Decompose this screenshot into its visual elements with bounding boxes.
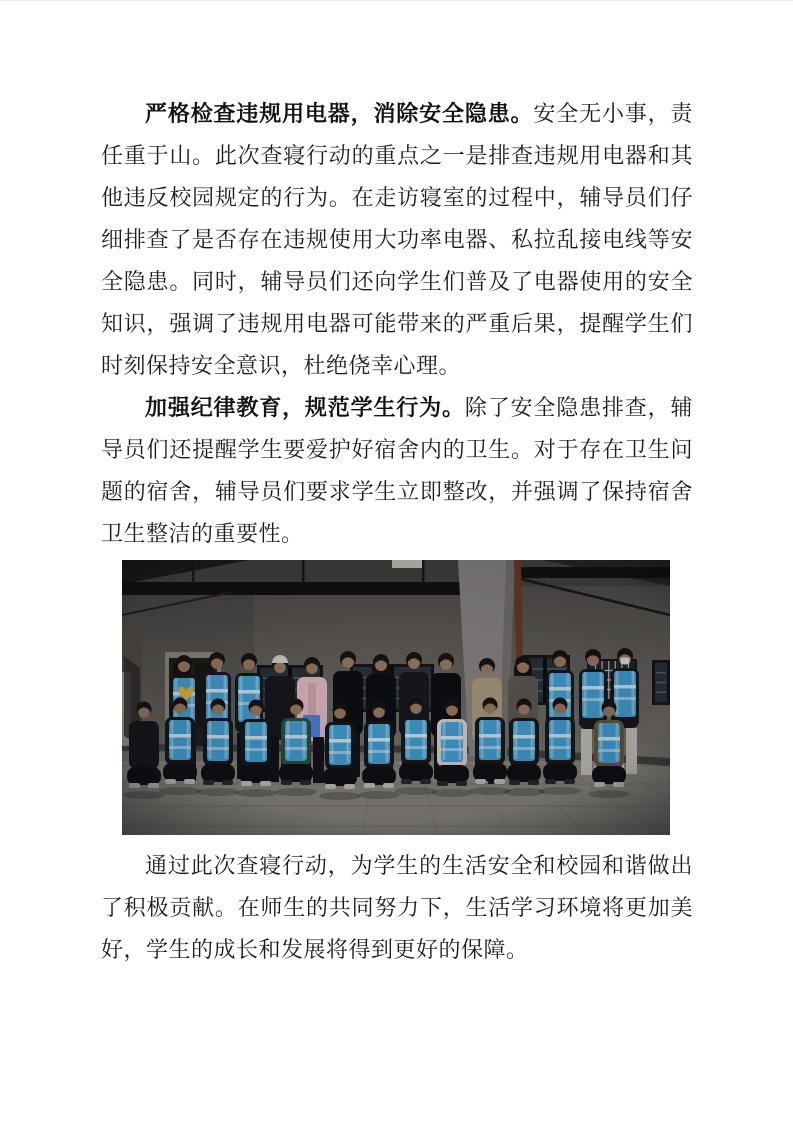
document-content	[0, 1, 793, 971]
paragraph-discipline	[101, 387, 693, 555]
group-photo-image	[122, 560, 670, 835]
paragraph-electric-check-lead: 严格检查违规用电器，消除安全隐患。	[145, 101, 534, 126]
paragraph-electric-check-body: 安全无小事，责任重于山。此次查寝行动的重点之一是排查违规用电器和其他违反校园规定的行为。在走访寝室的过程中，辅导员们仔细排查了是否存在违规使用大功率电器、私拉乱接电线等安全隐患。同时，辅导员们还向学生们普及了电器使用的安全知识，强调了违规用电器可能带来的严重后果，提醒学生们时刻保持安全意识，杜绝侥幸心理。	[101, 101, 693, 378]
paragraph-conclusion-body: 通过此次查寝行动，为学生的生活安全和校园和谐做出了积极贡献。在师生的共同努力下，生活学习环境将更加美好，学生的成长和发展将得到更好的保障。	[101, 853, 693, 962]
group-photo	[122, 560, 670, 835]
paragraph-conclusion	[101, 845, 693, 971]
paragraph-discipline-body: 除了安全隐患排查，辅导员们还提醒学生要爱护好宿舍内的卫生。对于存在卫生问题的宿舍，辅导员们要求学生立即整改，并强调了保持宿舍卫生整洁的重要性。	[101, 395, 693, 546]
paragraph-electric-check	[101, 93, 693, 387]
paragraph-discipline-lead: 加强纪律教育，规范学生行为。	[145, 395, 465, 420]
